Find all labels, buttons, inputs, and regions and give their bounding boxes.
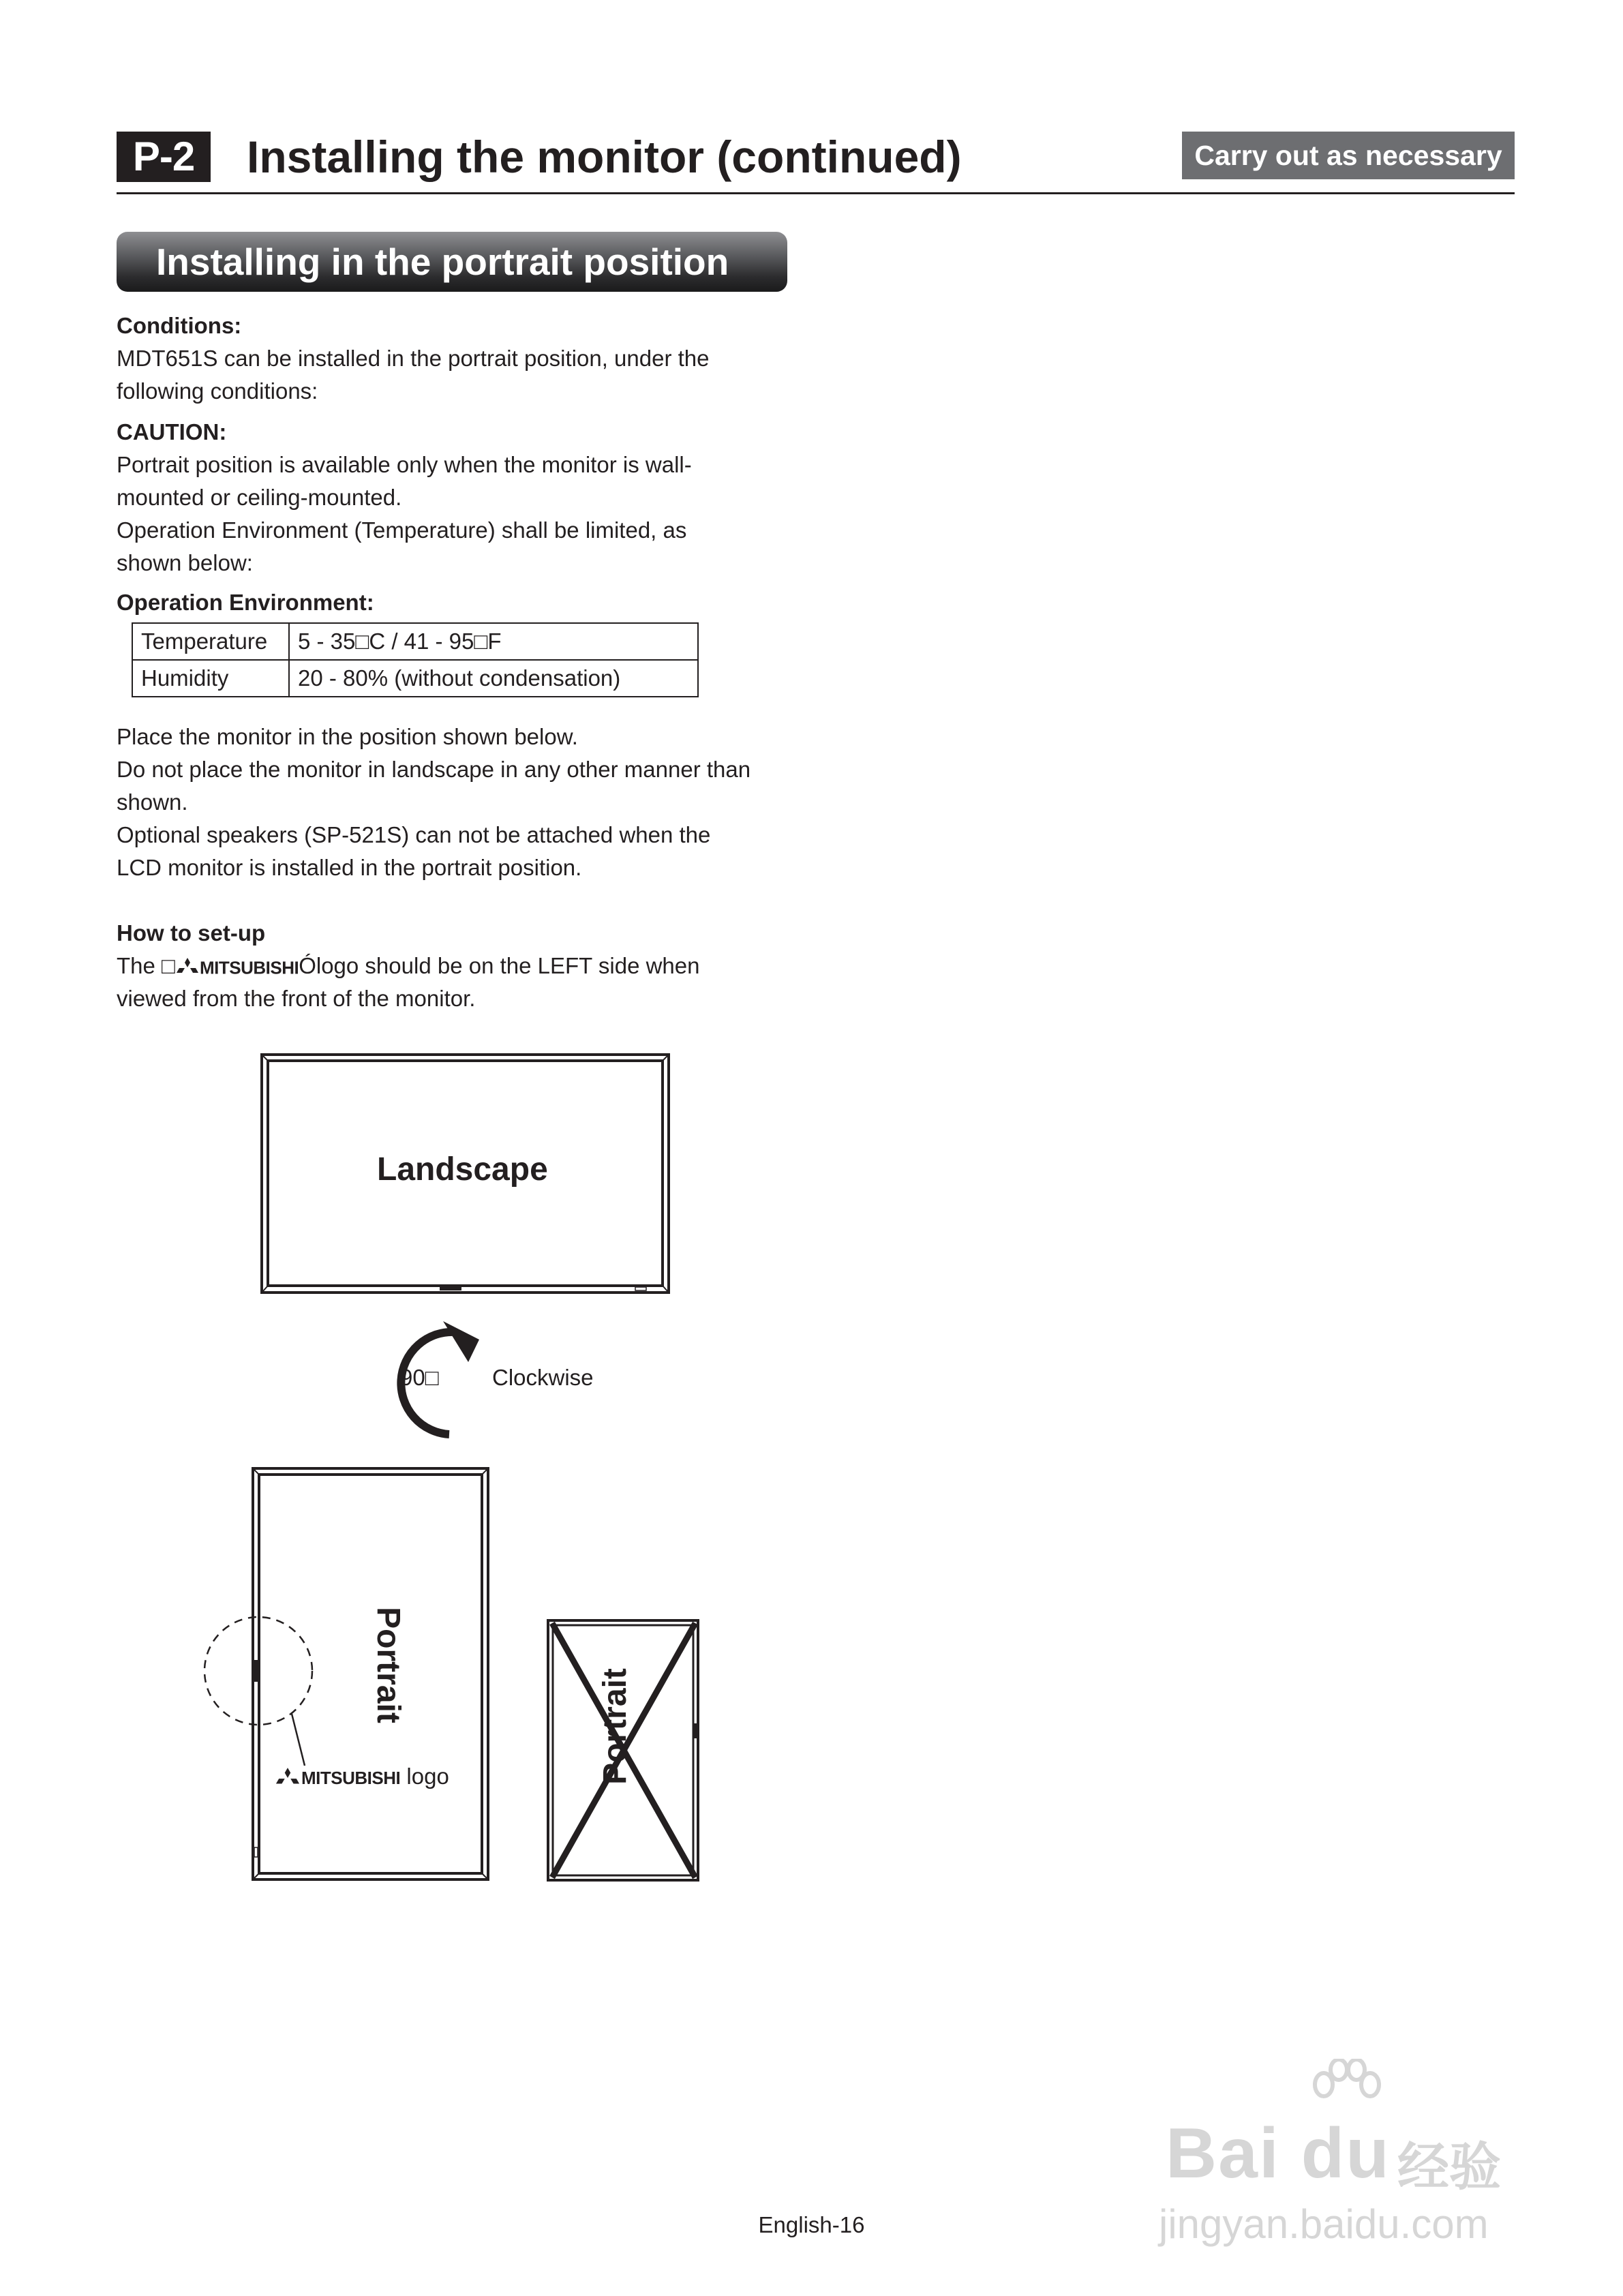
caution-line: Portrait position is available only when the monitor is wall- — [117, 452, 692, 477]
placement-line: Place the monitor in the position shown below. — [117, 724, 578, 749]
header-divider — [117, 192, 1515, 194]
logo-callout-suffix: logo — [400, 1764, 449, 1789]
setup-text: Ólogo should be on the LEFT side when — [299, 953, 700, 978]
setup-text: The □ — [117, 953, 175, 978]
operation-environment-heading: Operation Environment: — [117, 590, 374, 615]
paw-icon — [1309, 2059, 1384, 2120]
setup-line — [117, 950, 805, 984]
portrait-incorrect-label: Portrait — [596, 1668, 633, 1785]
setup-line: viewed from the front of the monitor. — [117, 986, 476, 1011]
section-code-badge: P-2 — [117, 132, 211, 182]
operation-environment-table — [132, 622, 699, 697]
placement-line: shown. — [117, 789, 188, 815]
caution-line: shown below: — [117, 550, 253, 575]
watermark-brand-cn: 经验 — [1397, 2139, 1501, 2196]
table-cell-value: 5 - 35□C / 41 - 95□F — [289, 623, 698, 660]
placement-line: Optional speakers (SP-521S) can not be attached when the — [117, 822, 711, 847]
placement-line: LCD monitor is installed in the portrait position. — [117, 855, 582, 880]
mitsubishi-logo-icon — [175, 957, 200, 978]
carry-out-tag: Carry out as necessary — [1182, 132, 1515, 179]
mitsubishi-logo-text: MITSUBISHI — [199, 957, 299, 978]
watermark-brand: Bai du — [1166, 2114, 1391, 2193]
table-cell-label: Humidity — [132, 660, 289, 697]
mitsubishi-logo-text: MITSUBISHI — [301, 1767, 401, 1788]
conditions-line: MDT651S can be installed in the portrait position, under the — [117, 346, 710, 371]
page-title: Installing the monitor (continued) — [247, 132, 962, 182]
watermark-url: jingyan.baidu.com — [1159, 2201, 1489, 2247]
section-heading: Installing in the portrait position — [117, 232, 787, 292]
table-cell-value: 20 - 80% (without condensation) — [289, 660, 698, 697]
caution-heading: CAUTION: — [117, 419, 227, 444]
conditions-heading: Conditions: — [117, 313, 242, 338]
landscape-label: Landscape — [377, 1151, 548, 1188]
table-row — [132, 660, 698, 697]
logo-callout — [274, 1764, 449, 1789]
placement-line: Do not place the monitor in landscape in any other manner than — [117, 757, 751, 782]
rotation-angle-label: 90□ — [400, 1365, 439, 1390]
portrait-monitor — [204, 1468, 488, 1879]
table-row — [132, 623, 698, 660]
table-cell-label: Temperature — [132, 623, 289, 660]
page-number: English-16 — [758, 2212, 865, 2237]
caution-line: mounted or ceiling-mounted. — [117, 485, 402, 510]
caution-line: Operation Environment (Temperature) shall be limited, as — [117, 517, 687, 543]
portrait-label: Portrait — [369, 1607, 406, 1723]
mitsubishi-logo-icon — [274, 1767, 301, 1789]
conditions-line: following conditions: — [117, 378, 318, 404]
rotation-direction-label: Clockwise — [492, 1365, 594, 1390]
baidu-watermark — [1152, 2059, 1534, 2263]
setup-heading: How to set-up — [117, 920, 266, 946]
